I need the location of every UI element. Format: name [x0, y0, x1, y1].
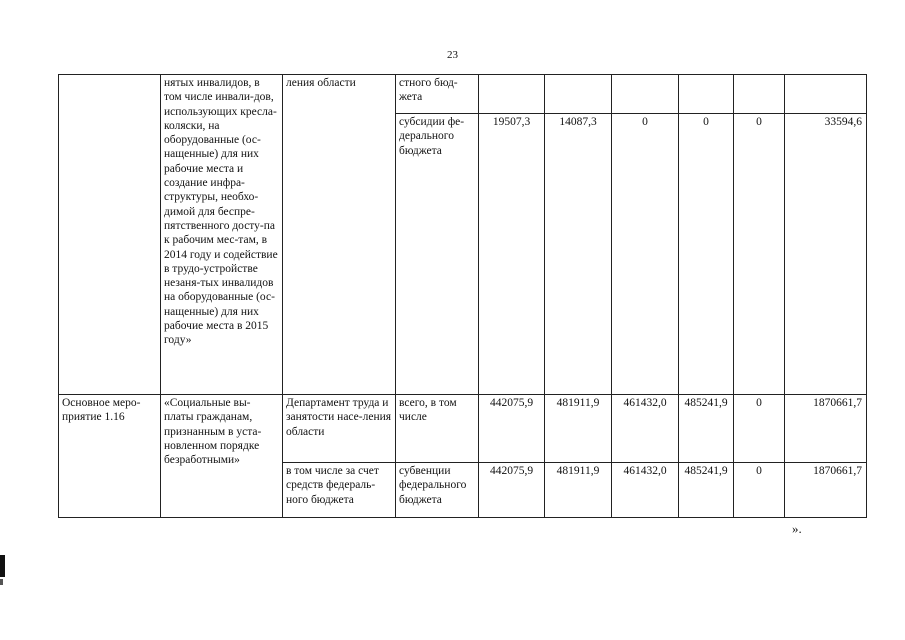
- value-2016: [612, 75, 679, 114]
- value-2016: 0: [612, 114, 679, 395]
- page-number: 23: [447, 49, 458, 61]
- value-2015: 481911,9: [545, 463, 612, 518]
- table-row: [59, 395, 867, 463]
- value-2016: 461432,0: [612, 395, 679, 463]
- value-2018: 0: [734, 463, 785, 518]
- closing-quote-mark: ».: [792, 521, 802, 536]
- scan-margin-mark: [0, 555, 5, 577]
- value-2014: 442075,9: [479, 395, 545, 463]
- value-2014: 442075,9: [479, 463, 545, 518]
- value-2014: [479, 75, 545, 114]
- value-total: [785, 75, 867, 114]
- value-2018: [734, 75, 785, 114]
- table-row: [59, 75, 867, 114]
- source-cell: стного бюд-жета: [396, 75, 479, 114]
- source-cell: субвенции федерального бюджета: [396, 463, 479, 518]
- value-2015: 14087,3: [545, 114, 612, 395]
- executor-cell: Департамент труда и занятости насе-ления области: [283, 395, 396, 463]
- event-name-cell: нятых инвалидов, в том числе инвали-дов, использующих кресла-коляски, на оборудованные (ос-нащенные) для них рабочие места и создание инфра-структуры, необхо-димой для беспре-пятственного досту-па к рабочим мес-там, в 2014 году и содействие в трудо-устройстве незаня-тых инвалидов на оборудованные (ос-нащенные) для них рабочие места в 2015 году»: [161, 75, 283, 395]
- event-cell: Основное меро-приятие 1.16: [59, 395, 161, 518]
- value-total: 33594,6: [785, 114, 867, 395]
- value-2018: 0: [734, 395, 785, 463]
- value-total: 1870661,7: [785, 463, 867, 518]
- executor-cell: ления области: [283, 75, 396, 395]
- value-2017: 485241,9: [679, 395, 734, 463]
- scan-margin-dots: [0, 579, 3, 585]
- value-2018: 0: [734, 114, 785, 395]
- value-2017: [679, 75, 734, 114]
- budget-table: [58, 74, 867, 518]
- event-name-cell: «Социальные вы-платы гражданам, признанным в уста-новленном порядке безработными»: [161, 395, 283, 518]
- value-2017: 485241,9: [679, 463, 734, 518]
- executor-cell: в том числе за счет средств федераль-ного бюджета: [283, 463, 396, 518]
- value-2016: 461432,0: [612, 463, 679, 518]
- value-2015: [545, 75, 612, 114]
- value-2017: 0: [679, 114, 734, 395]
- source-cell: субсидии фе-дерального бюджета: [396, 114, 479, 395]
- value-2015: 481911,9: [545, 395, 612, 463]
- source-cell: всего, в том числе: [396, 395, 479, 463]
- value-total: 1870661,7: [785, 395, 867, 463]
- value-2014: 19507,3: [479, 114, 545, 395]
- event-cell: [59, 75, 161, 395]
